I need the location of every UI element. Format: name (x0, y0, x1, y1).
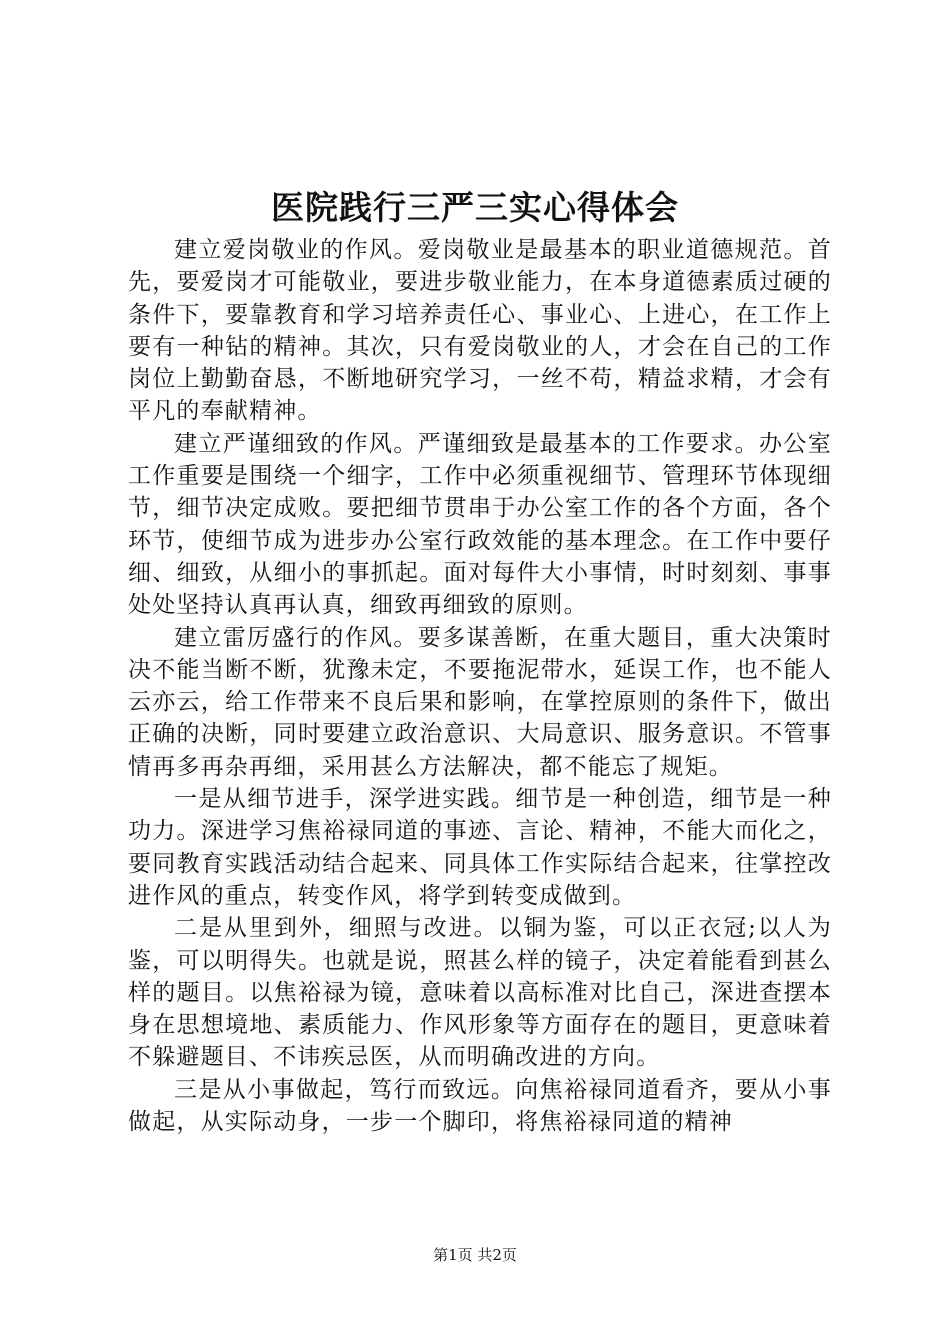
document-title: 医院践行三严三实心得体会 (271, 188, 679, 227)
paragraph-2: 建立严谨细致的作风。严谨细致是最基本的工作要求。办公室工作重要是围绕一个细字，工作中必须重视细节、管理环节体现细节，细节决定成败。要把细节贯串于办公室工作的各个方面，各个环节，使细节成为进步办公室行政效能的基本理念。在工作中要仔细、细致，从细小的事抓起。面对每件大小事情，时时刻刻、事事处处坚持认真再认真，细致再细致的原则。 (128, 430, 832, 619)
document-body (128, 234, 832, 1138)
paragraph-6: 三是从小事做起，笃行而致远。向焦裕禄同道看齐，要从小事做起，从实际动身，一步一个脚印，将焦裕禄同道的精神 (128, 1076, 832, 1136)
paragraph-3: 建立雷厉盛行的作风。要多谋善断，在重大题目，重大决策时决不能当断不断，犹豫未定，不要拖泥带水，延误工作，也不能人云亦云，给工作带来不良后果和影响，在掌控原则的条件下，做出正确的决断，同时要建立政治意识、大局意识、服务意识。不管事情再多再杂再细，采用甚么方法解决，都不能忘了规矩。 (128, 624, 832, 780)
paragraph-4: 一是从细节进手，深学进实践。细节是一种创造，细节是一种功力。深进学习焦裕禄同道的事迹、言论、精神，不能大而化之，要同教育实践活动结合起来、同具体工作实际结合起来，往掌控改进作风的重点，转变作风，将学到转变成做到。 (128, 786, 832, 909)
paragraph-5: 二是从里到外，细照与改进。以铜为鉴，可以正衣冠;以人为鉴，可以明得失。也就是说，照甚么样的镜子，决定着能看到甚么样的题目。以焦裕禄为镜，意味着以高标准对比自己，深进查摆本身在思想境地、素质能力、作风形象等方面存在的题目，更意味着不躲避题目、不讳疾忌医，从而明确改进的方向。 (128, 915, 832, 1071)
paragraph-1: 建立爱岗敬业的作风。爱岗敬业是最基本的职业道德规范。首先，要爱岗才可能敬业，要进步敬业能力，在本身道德素质过硬的条件下，要靠教育和学习培养责任心、事业心、上进心，在工作上要有一种钻的精神。其次，只有爱岗敬业的人，才会在自己的工作岗位上勤勤奋恳，不断地研究学习，一丝不苟，精益求精，才会有平凡的奉献精神。 (128, 237, 832, 425)
page-footer: 第1页 共2页 (433, 1246, 517, 1264)
